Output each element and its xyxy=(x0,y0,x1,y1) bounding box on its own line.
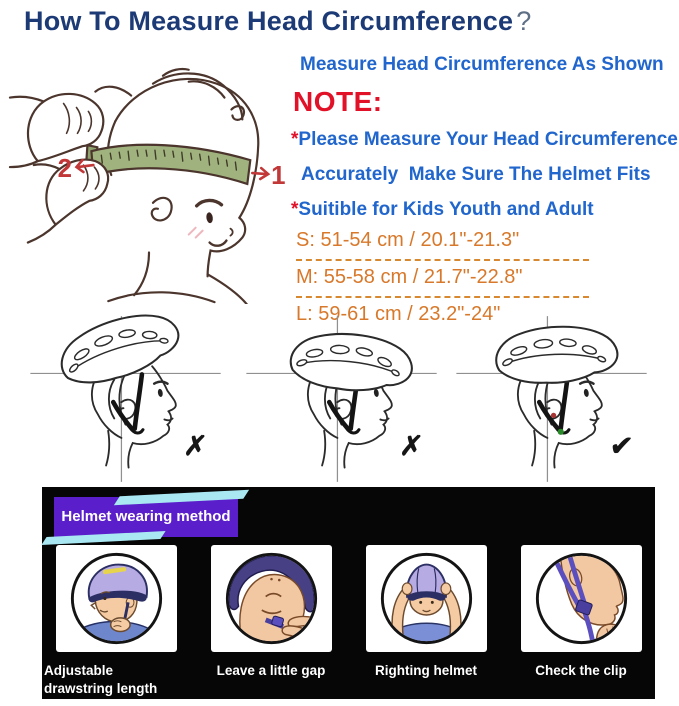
note-label: NOTE: xyxy=(293,86,383,117)
step-righting-helmet xyxy=(365,545,487,697)
step-leave-gap xyxy=(210,545,332,697)
bullet-measure-accurately xyxy=(291,129,678,151)
measure-heading: Measure Head Circumference As Shown xyxy=(300,54,664,75)
check-mark-icon: ✔ xyxy=(608,431,635,461)
page-title-question-mark: ? xyxy=(516,6,532,36)
step-card xyxy=(56,545,177,652)
step-label: Check the clip xyxy=(535,663,627,678)
bullet-asterisk: * xyxy=(291,199,299,220)
bullet-suitable xyxy=(291,199,594,221)
wearing-method-steps xyxy=(42,545,655,697)
measure-head-illustration xyxy=(4,52,292,304)
wearing-method-banner: Helmet wearing method xyxy=(54,497,238,537)
size-row-l: L: 59-61 cm / 23.2"-24" xyxy=(296,303,501,325)
step-card xyxy=(366,545,487,652)
size-row-m: M: 55-58 cm / 21.7"-22.8" xyxy=(296,264,589,298)
bullet-text: Suitible for Kids Youth and Adult xyxy=(298,199,594,220)
wrong-mark-icon: ✗ xyxy=(182,431,209,461)
righting-helmet-illustration xyxy=(378,550,475,647)
measure-step-1-number: 1 xyxy=(271,161,286,190)
check-clip-illustration xyxy=(533,550,630,647)
step-check-clip xyxy=(520,545,642,697)
step-label: Leave a little gap xyxy=(216,663,326,678)
wearing-method-panel xyxy=(42,487,655,699)
bullet-text: Please Measure Your Head Circumference xyxy=(298,129,678,150)
adjust-drawstring-illustration xyxy=(68,550,165,647)
bullet-asterisk: * xyxy=(291,129,299,150)
step-adjust-drawstring xyxy=(44,545,177,697)
measure-step-2-number: 2 xyxy=(57,155,72,184)
page-title xyxy=(24,6,531,37)
step-card xyxy=(211,545,332,652)
size-row-s: S: 51-54 cm / 20.1"-21.3" xyxy=(296,227,589,261)
fit-figure-tilted-back xyxy=(22,310,227,486)
bullet-measure-accurately-line2: Accurately Make Sure The Helmet Fits xyxy=(301,164,651,185)
step-label: Righting helmet xyxy=(375,663,477,678)
fit-figure-tilted-forward xyxy=(238,310,443,486)
fit-figure-correct xyxy=(448,310,653,486)
wrong-mark-icon: ✗ xyxy=(398,431,425,461)
step-label: Adjustable drawstring length xyxy=(44,663,158,696)
step-card xyxy=(521,545,642,652)
page-title-text: How To Measure Head Circumference xyxy=(24,6,514,36)
leave-gap-illustration xyxy=(223,550,320,647)
